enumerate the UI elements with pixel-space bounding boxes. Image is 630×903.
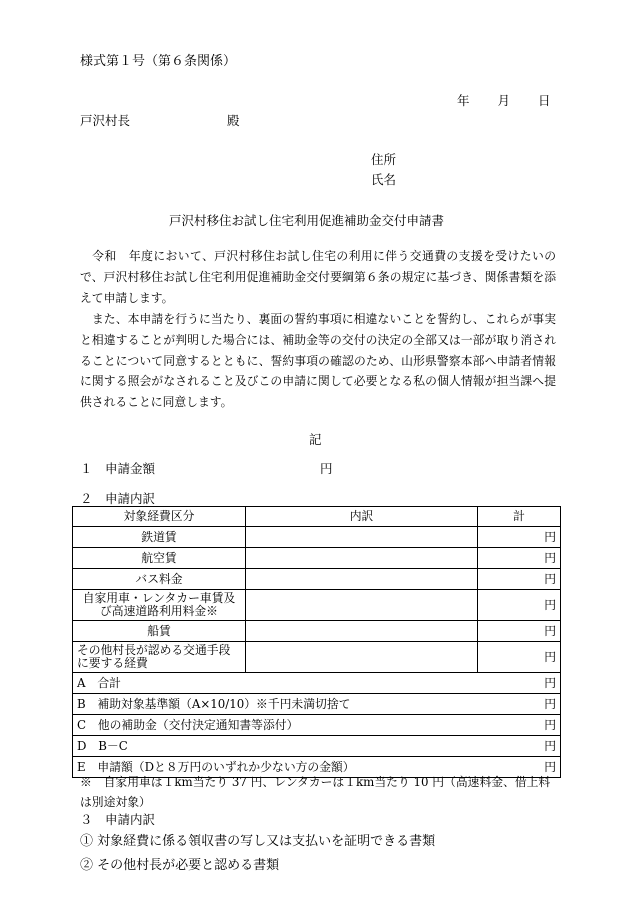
summary-unit: 円 bbox=[544, 696, 556, 711]
row-total-cell[interactable]: 円 bbox=[478, 642, 561, 673]
row-breakdown-cell[interactable] bbox=[246, 548, 478, 569]
attachment-item: ① 対象経費に係る領収書の写し又は支払いを証明できる書類 bbox=[80, 834, 436, 849]
form-number: 様式第１号（第６条関係） bbox=[80, 54, 237, 69]
summary-label: D B－C bbox=[77, 738, 128, 753]
summary-cell[interactable] bbox=[73, 694, 561, 715]
addressee-honorific: 殿 bbox=[227, 113, 240, 128]
table-row bbox=[73, 590, 561, 621]
header-total: 計 bbox=[478, 507, 561, 527]
row-total-cell[interactable]: 円 bbox=[478, 569, 561, 590]
date-year: 年 bbox=[457, 93, 470, 108]
summary-unit: 円 bbox=[544, 717, 556, 732]
date-line bbox=[457, 91, 551, 109]
row-breakdown-cell[interactable] bbox=[246, 527, 478, 548]
table-row bbox=[73, 548, 561, 569]
table-row bbox=[73, 642, 561, 673]
section2-label: ２ 申請内訳 bbox=[80, 491, 156, 506]
row-breakdown-cell[interactable] bbox=[246, 642, 478, 673]
summary-unit: 円 bbox=[544, 738, 556, 753]
table-row bbox=[73, 527, 561, 548]
row-breakdown-cell[interactable] bbox=[246, 590, 478, 621]
row-total-cell[interactable]: 円 bbox=[478, 590, 561, 621]
summary-cell[interactable] bbox=[73, 736, 561, 757]
paragraph-consent: また、本申請を行うに当たり、裏面の誓約事項に相違ないことを誓約し、これらが事実と相違することが判明した場合には、補助金等の交付の決定の全部又は一部が取り消されることについて同意するとともに、誓約事項の確認のため、山形県警察本部へ申請者情報に関する照会がなされること及びこの申請に関して必要となる私の個人情報が担当課へ提供されることに同意します。 bbox=[80, 312, 556, 410]
table-footnote: ※ 自家用車は１km当たり 37 円、レンタカーは１km当たり 10 円（高速料金、借上料は別途対象） bbox=[80, 775, 551, 809]
row-breakdown-cell[interactable] bbox=[246, 569, 478, 590]
summary-row bbox=[73, 736, 561, 757]
paragraph-application: 令和 年度において、戸沢村移住お試し住宅の利用に伴う交通費の支援を受けたいので、戸沢村移住お試し住宅利用促進補助金交付要綱第６条の規定に基づき、関係書類を添えて申請します。 bbox=[80, 249, 556, 305]
summary-cell[interactable] bbox=[73, 715, 561, 736]
addressee-name: 戸沢村長 bbox=[80, 113, 131, 128]
cost-breakdown-table bbox=[72, 506, 561, 778]
row-category: バス料金 bbox=[73, 569, 246, 590]
table-row bbox=[73, 569, 561, 590]
row-total-cell[interactable]: 円 bbox=[478, 548, 561, 569]
attachment-item: ② その他村長が必要と認める書類 bbox=[80, 858, 280, 873]
section1-unit: 円 bbox=[320, 461, 333, 476]
row-category: 船賃 bbox=[73, 621, 246, 642]
summary-row bbox=[73, 673, 561, 694]
header-breakdown: 内訳 bbox=[246, 507, 478, 527]
summary-label: A 合計 bbox=[77, 675, 121, 690]
date-day: 日 bbox=[538, 93, 551, 108]
section1-label: １ 申請金額 bbox=[80, 461, 156, 476]
section-application-amount bbox=[80, 459, 333, 477]
applicant-address-label: 住所 bbox=[371, 152, 397, 167]
addressee bbox=[80, 111, 240, 129]
row-category: 航空賃 bbox=[73, 548, 246, 569]
summary-unit: 円 bbox=[544, 675, 556, 690]
summary-label: E 申請額（Dと８万円のいずれか少ない方の金額） bbox=[77, 759, 355, 774]
table-header-row bbox=[73, 507, 561, 527]
row-category: 鉄道賃 bbox=[73, 527, 246, 548]
date-month: 月 bbox=[497, 93, 511, 108]
row-breakdown-cell[interactable] bbox=[246, 621, 478, 642]
ki-heading: 記 bbox=[309, 432, 322, 447]
summary-label: B 補助対象基準額（A×10/10）※千円未満切捨て bbox=[77, 696, 351, 711]
applicant-name-label: 氏名 bbox=[371, 172, 397, 187]
row-category: その他村長が認める交通手段に要する経費 bbox=[73, 642, 246, 673]
row-total-cell[interactable]: 円 bbox=[478, 527, 561, 548]
header-category: 対象経費区分 bbox=[73, 507, 246, 527]
summary-label: C 他の補助金（交付決定通知書等添付） bbox=[77, 717, 299, 732]
summary-unit: 円 bbox=[544, 759, 556, 774]
table-row bbox=[73, 621, 561, 642]
row-total-cell[interactable]: 円 bbox=[478, 621, 561, 642]
summary-row bbox=[73, 715, 561, 736]
document-title: 戸沢村移住お試し住宅利用促進補助金交付申請書 bbox=[169, 213, 445, 228]
section3-label: ３ 申請内訳 bbox=[80, 812, 156, 827]
row-category: 自家用車・レンタカー車賃及び高速道路利用料金※ bbox=[73, 590, 246, 621]
summary-cell[interactable] bbox=[73, 673, 561, 694]
summary-row bbox=[73, 694, 561, 715]
